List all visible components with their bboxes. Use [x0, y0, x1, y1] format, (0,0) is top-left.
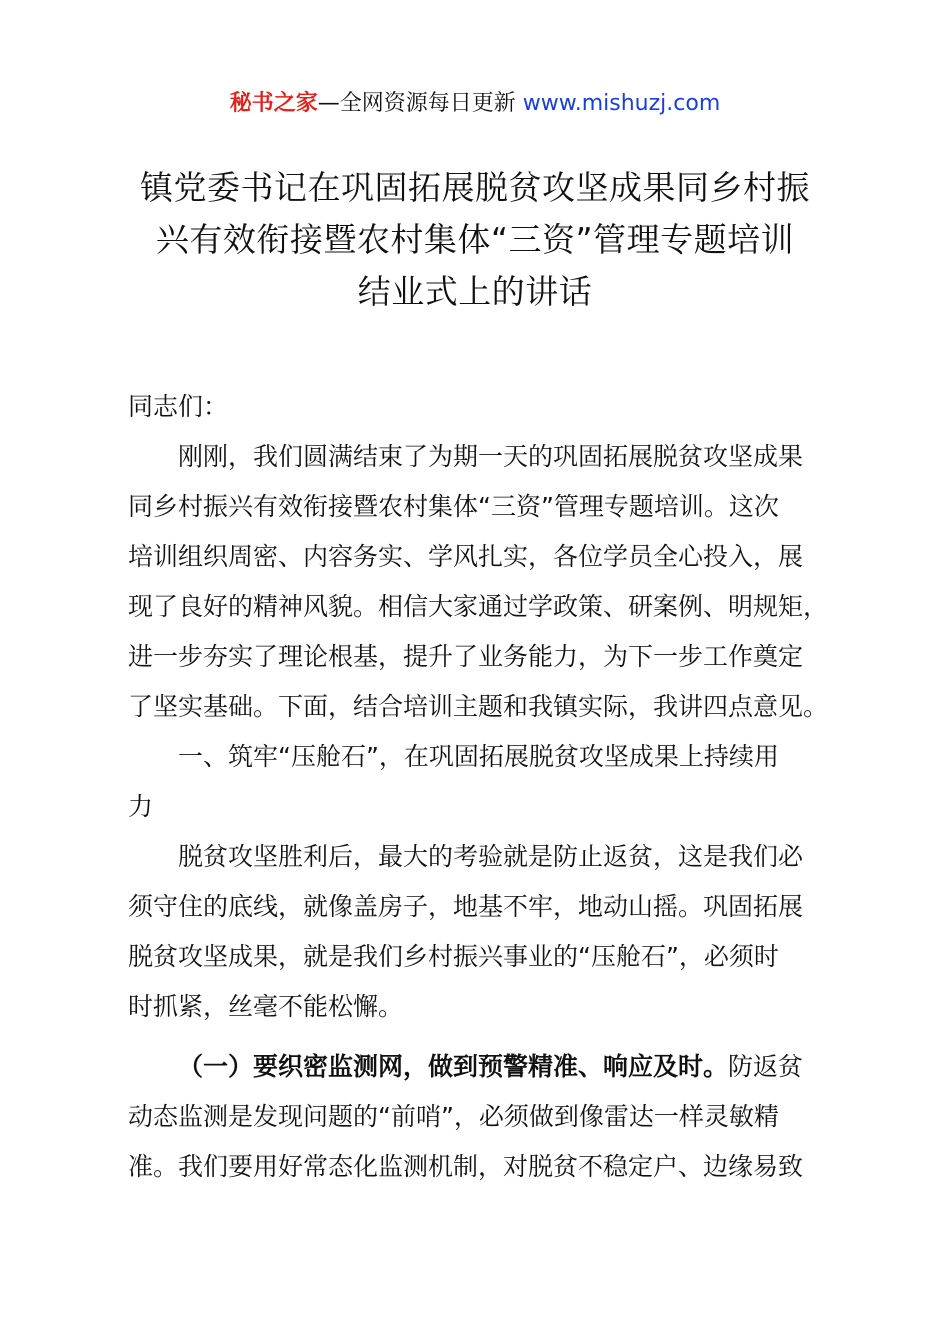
paragraph-line-rest: 防返贫 [728, 1052, 804, 1081]
document-body [128, 382, 828, 1192]
paragraph-line: 同乡村振兴有效衔接暨农村集体“三资”管理专题培训。这次 [128, 492, 779, 521]
paragraph-line: 脱贫攻坚胜利后，最大的考验就是防止返贫，这是我们必 [178, 842, 804, 871]
paragraph-line: 培训组织周密、内容务实、学风扎实，各位学员全心投入，展 [128, 542, 804, 571]
paragraph-line: 脱贫攻坚成果，就是我们乡村振兴事业的“压舱石”，必须时 [128, 942, 779, 971]
title-line: 结业式上的讲话 [357, 272, 593, 311]
section-heading-line: 一、筑牢“压舱石”，在巩固拓展脱贫攻坚成果上持续用 [178, 742, 779, 771]
title-line: 镇党委书记在巩固拓展脱贫攻坚成果同乡村振 [140, 168, 810, 207]
site-url-link[interactable]: www.mishuzj.com [522, 91, 721, 116]
paragraph-line: 须守住的底线，就像盖房子，地基不牢，地动山摇。巩固拓展 [128, 892, 804, 921]
site-header [0, 88, 950, 120]
section-heading-1 [128, 732, 828, 832]
paragraph-line: 时抓紧，丝毫不能松懈。 [128, 992, 404, 1021]
paragraph-line: 刚刚，我们圆满结束了为期一天的巩固拓展脱贫攻坚成果 [178, 442, 804, 471]
salutation: 同志们： [128, 392, 229, 421]
paragraph-line: 准。我们要用好常态化监测机制，对脱贫不稳定户、边缘易致 [128, 1152, 804, 1181]
section-heading-line: 力 [128, 792, 154, 821]
paragraph-line: 现了良好的精神风貌。相信大家通过学政策、研案例、明规矩， [128, 592, 829, 621]
paragraph-prevent-poverty [128, 832, 828, 1032]
paragraph-line: 了坚实基础。下面，结合培训主题和我镇实际，我讲四点意见。 [128, 692, 829, 721]
paragraph-opening [128, 432, 828, 732]
document-title [100, 162, 850, 318]
paragraph-gap [128, 1032, 828, 1042]
paragraph-line: 进一步夯实了理论根基，提升了业务能力，为下一步工作奠定 [128, 642, 804, 671]
site-brand: 秘书之家 [229, 91, 318, 116]
paragraph-line: 动态监测是发现问题的“前哨”，必须做到像雷达一样灵敏精 [128, 1102, 779, 1131]
subsection-heading: （一）要织密监测网，做到预警精准、响应及时。 [178, 1052, 729, 1081]
site-tagline: —全网资源每日更新 [317, 91, 523, 116]
paragraph-line [128, 1042, 828, 1092]
paragraph-monitoring [128, 1042, 828, 1192]
title-line: 兴有效衔接暨农村集体“三资”管理专题培训 [155, 220, 795, 259]
